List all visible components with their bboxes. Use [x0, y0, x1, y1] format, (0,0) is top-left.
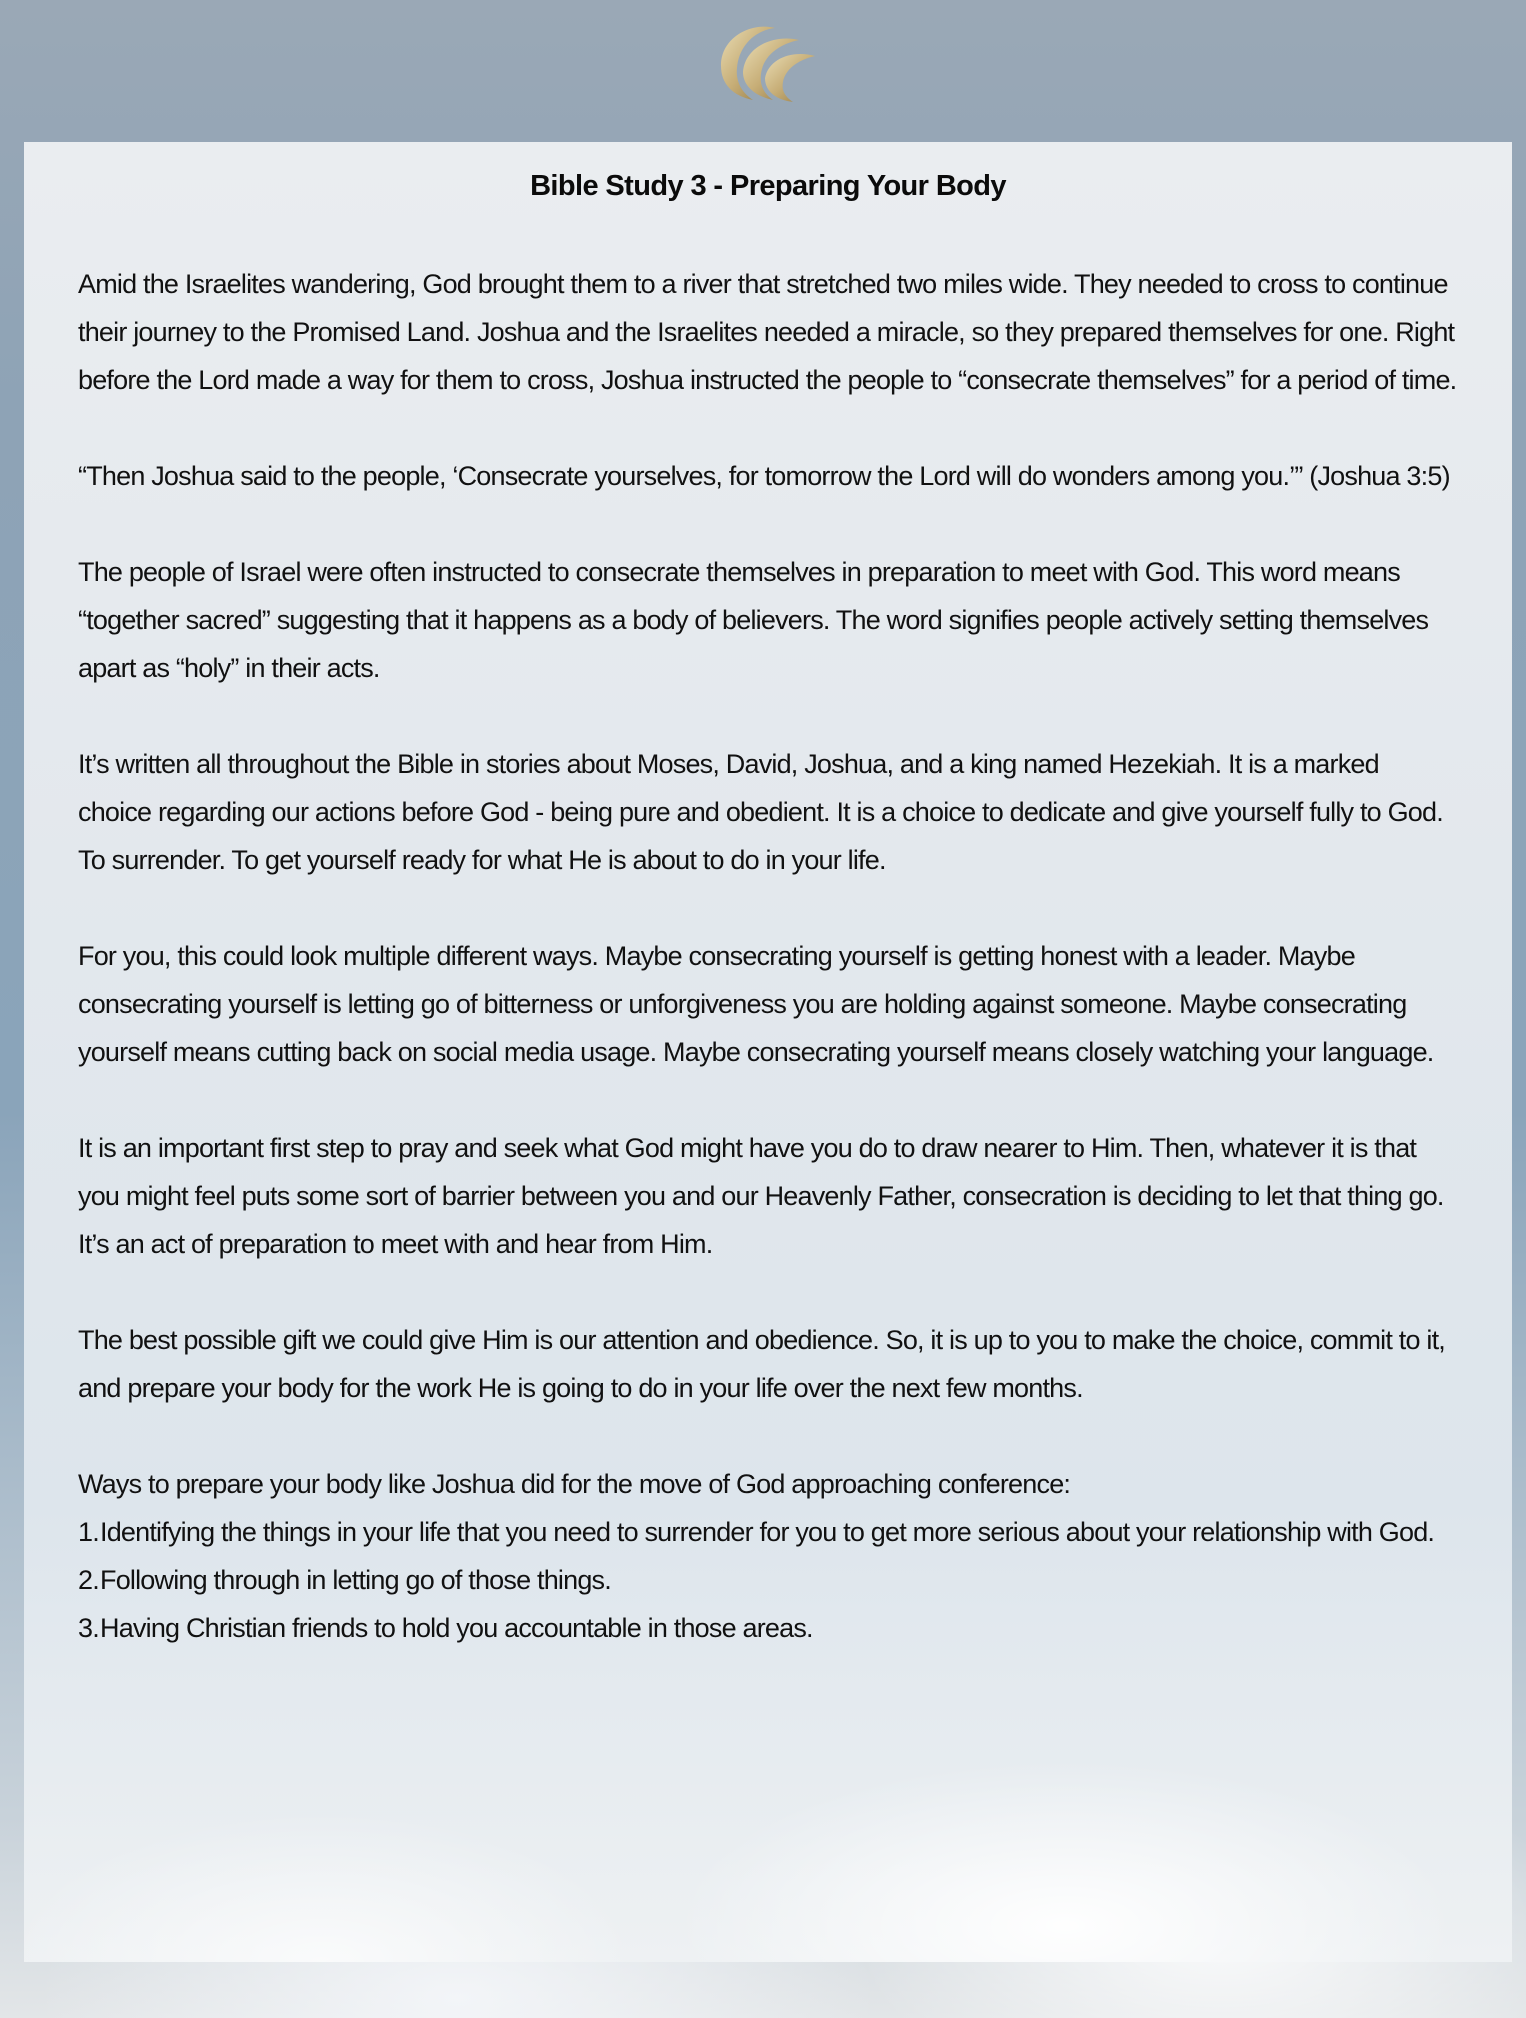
paragraph-intro: Amid the Israelites wandering, God brought them to a river that stretched two miles wide. They needed to cross to continue their journey to the Promised Land. Joshua and the Israelites needed a miracle, so they prepared themselves for one. Right before the Lord made a way for them to cross, Joshua instructed the people to “consecrate themselves” for a period of time.: [78, 269, 1457, 395]
list-item-number: 2.: [78, 1565, 99, 1595]
list-item: [78, 1508, 1458, 1556]
paragraph-first-step: It is an important first step to pray and seek what God might have you do to draw nearer to Him. Then, whatever it is that you might feel puts some sort of barrier between you and our Heavenly Father, consecration is deciding to let that thing go. It’s an act of preparation to meet with and hear from Him.: [78, 1133, 1444, 1259]
paragraph-best-gift: The best possible gift we could give Him is our attention and obedience. So, it is up to you to make the choice, commit to it, and prepare your body for the work He is going to do in your life over the next few months.: [78, 1325, 1445, 1403]
list-item: [78, 1556, 1458, 1604]
page-title: Bible Study 3 - Preparing Your Body: [530, 170, 1006, 202]
list-intro: Ways to prepare your body like Joshua did for the move of God approaching conference:: [78, 1469, 1071, 1499]
list-item-text: Having Christian friends to hold you accountable in those areas.: [100, 1613, 813, 1643]
paragraph-consecrate-meaning: The people of Israel were often instructed to consecrate themselves in preparation to meet with God. This word means “together sacred” suggesting that it happens as a body of believers. The word signifies people actively setting themselves apart as “holy” in their acts.: [78, 557, 1429, 683]
paragraph-scripture-quote: “Then Joshua said to the people, ‘Consecrate yourselves, for tomorrow the Lord will do wonders among you.’” (Joshua 3:5): [78, 461, 1450, 491]
list-item-text: Identifying the things in your life that you need to surrender for you to get more serious about your relationship with God.: [100, 1517, 1435, 1547]
list-item: [78, 1604, 1458, 1652]
list-item-number: 1.: [78, 1517, 99, 1547]
paragraph-ways: For you, this could look multiple different ways. Maybe consecrating yourself is getting honest with a leader. Maybe consecrating yourself is letting go of bitterness or unforgiveness you are holding against someone. Maybe consecrating yourself means cutting back on social media usage. Maybe consecrating yourself means closely watching your language.: [78, 941, 1434, 1067]
numbered-list: [78, 1508, 1458, 1652]
list-item-number: 3.: [78, 1613, 99, 1643]
list-item-text: Following through in letting go of those things.: [100, 1565, 611, 1595]
document-card: [24, 142, 1512, 1962]
paragraph-bible-stories: It’s written all throughout the Bible in stories about Moses, David, Joshua, and a king named Hezekiah. It is a marked choice regarding our actions before God - being pure and obedient. It is a choice to dedicate and give yourself fully to God. To surrender. To get yourself ready for what He is about to do in your life.: [78, 749, 1443, 875]
wave-logo-icon: [713, 16, 823, 106]
